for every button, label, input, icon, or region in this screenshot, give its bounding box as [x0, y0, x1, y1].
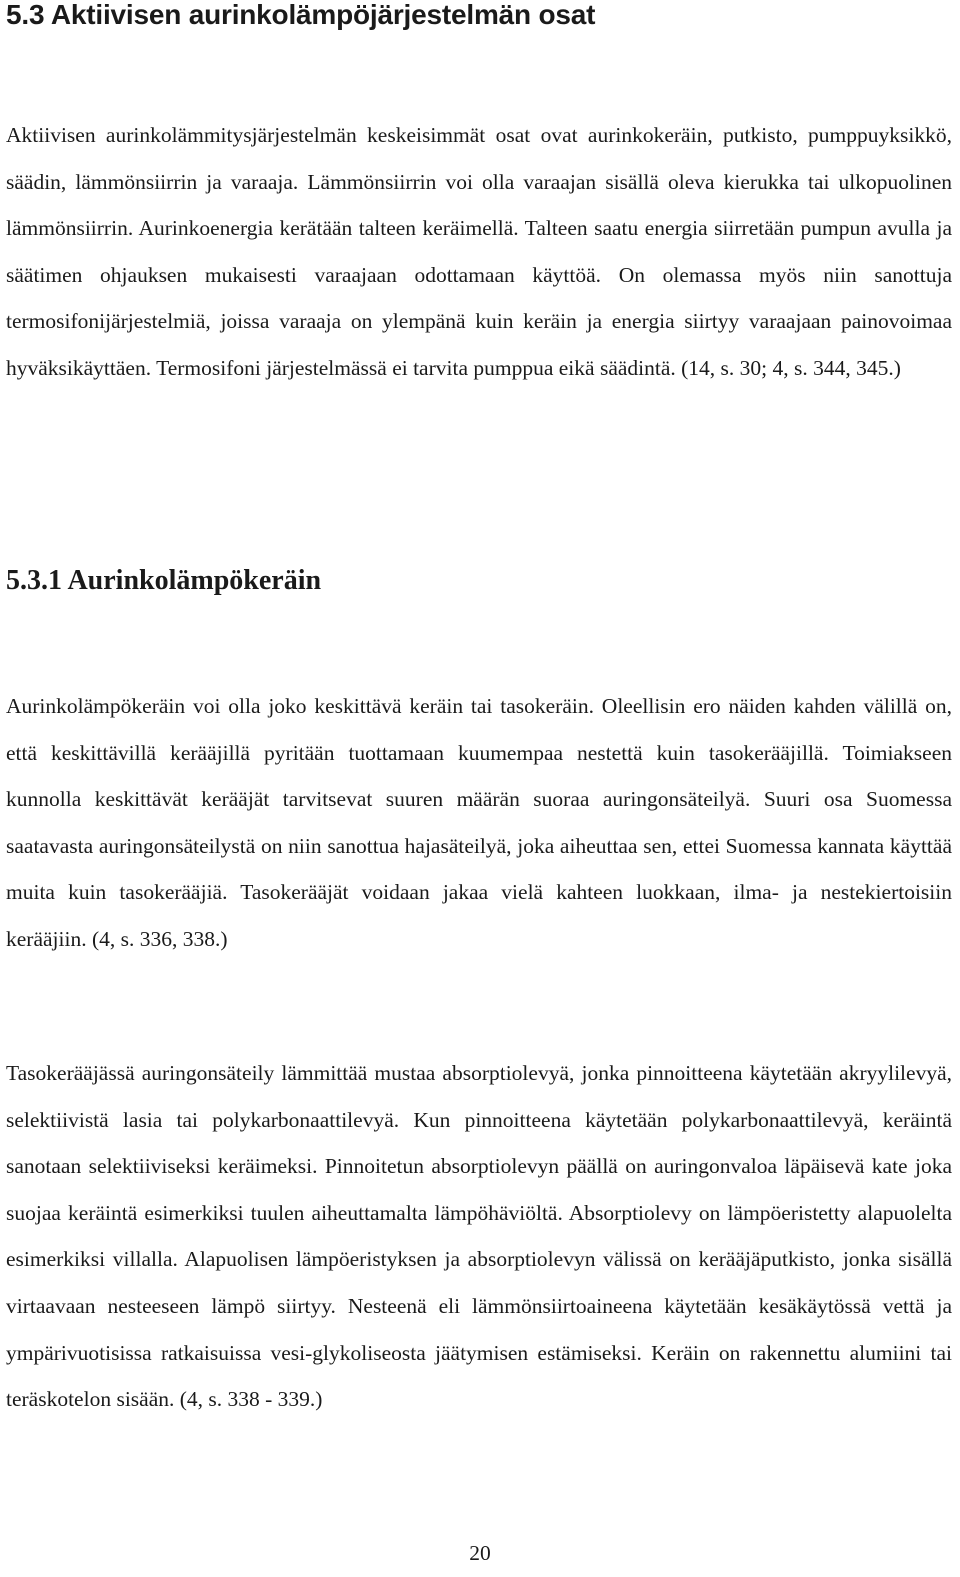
section-heading: 5.3 Aktiivisen aurinkolämpöjärjestelmän osat: [6, 0, 596, 30]
subsection-paragraph-1: Aurinkolämpökeräin voi olla joko keskittävä keräin tai tasokeräin. Oleellisin ero näiden kahden välillä on, että keskittävillä kerääjillä pyritään tuottamaan kuumempaa nestettä kuin tasokerääjillä. Toimiakseen kunnolla keskittävät kerääjät tarvitsevat suuren määrän suoraa auringonsäteilyä. Suuri osa Suomessa saatavasta auringonsäteilystä on niin sanottua hajasäteilyä, joka aiheuttaa sen, ettei Suomessa kannata käyttää muita kuin tasokerääjiä. Tasokerääjät voidaan jakaa vielä kahteen luokkaan, ilma- ja nestekiertoisiin kerääjiin. (4, s. 336, 338.): [6, 694, 952, 951]
section-paragraph: Aktiivisen aurinkolämmitysjärjestelmän keskeisimmät osat ovat aurinkokeräin, putkisto, pumppuyksikkö, säädin, lämmönsiirrin ja varaaja. Lämmönsiirrin voi olla varaajan sisällä oleva kierukka tai ulkopuolinen lämmönsiirrin. Aurinkoenergia kerätään talteen keräimellä. Talteen saatu energia siirretään pumpun avulla ja säätimen ohjauksen mukaisesti varaajaan odottamaan käyttöä. On olemassa myös niin sanottuja termosifonijärjestelmiä, joissa varaaja on ylempänä kuin keräin ja energia siirtyy varaajaan painovoimaa hyväksikäyttäen. Termosifoni järjestelmässä ei tarvita pumppua eikä säädintä. (14, s. 30; 4, s. 344, 345.): [6, 123, 952, 380]
subsection-paragraph-2: Tasokerääjässä auringonsäteily lämmittää mustaa absorptiolevyä, jonka pinnoitteena käytetään akryylilevyä, selektiivistä lasia tai polykarbonaattilevyä. Kun pinnoitteena käytetään polykarbonaattilevyä, keräintä sanotaan selektiiviseksi keräimeksi. Pinnoitetun absorptiolevyn päällä on auringonvaloa läpäisevä kate joka suojaa keräintä esimerkiksi tuulen aiheuttamalta lämpöhäviöltä. Absorptiolevy on lämpöeristetty alapuolelta esimerkiksi villalla. Alapuolisen lämpöeristyksen ja absorptiolevyn välissä on kerääjäputkisto, jonka sisällä virtaavaan nesteeseen lämpö siirtyy. Nesteenä eli lämmönsiirtoaineena käytetään kesäkäytössä vettä ja ympärivuotisissa ratkaisuissa vesi-glykoliseosta jäätymisen estämiseksi. Keräin on rakennettu alumiini tai teräskotelon sisään. (4, s. 338 - 339.): [6, 1061, 952, 1412]
page-number: 20: [469, 1541, 491, 1565]
subsection-heading: 5.3.1 Aurinkolämpökeräin: [6, 565, 322, 596]
